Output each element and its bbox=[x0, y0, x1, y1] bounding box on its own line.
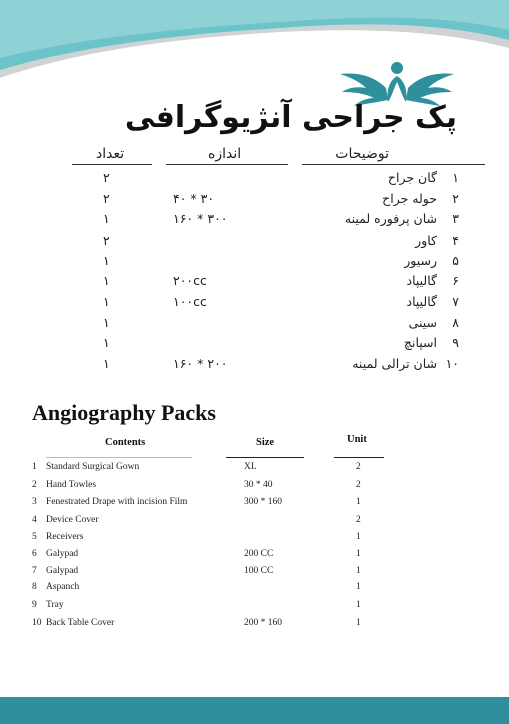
persian-header-count: تعداد bbox=[96, 146, 125, 162]
row-count: ۱ bbox=[103, 356, 110, 371]
row-description: Back Table Cover bbox=[46, 618, 115, 628]
persian-header-underline bbox=[166, 164, 288, 165]
row-number: ۹ bbox=[452, 335, 459, 350]
english-table-row bbox=[0, 462, 509, 479]
persian-table-row bbox=[0, 211, 509, 231]
row-count: ۱ bbox=[103, 335, 110, 350]
row-count: ۲ bbox=[103, 233, 110, 248]
row-size: 200 CC bbox=[244, 549, 274, 559]
row-description: کاور bbox=[415, 233, 437, 248]
row-unit: 1 bbox=[356, 582, 361, 592]
row-description: Fenestrated Drape with incision Film bbox=[46, 497, 188, 507]
persian-header-underline bbox=[72, 164, 152, 165]
persian-table-row bbox=[0, 191, 509, 211]
row-description: گالیپاد bbox=[406, 294, 437, 309]
english-header-contents: Contents bbox=[105, 437, 146, 448]
row-unit: 1 bbox=[356, 532, 361, 542]
row-size: ۱۰۰cc bbox=[173, 294, 207, 309]
persian-table-row bbox=[0, 356, 509, 376]
row-number: 6 bbox=[32, 549, 37, 559]
row-unit: 1 bbox=[356, 566, 361, 576]
english-table-row bbox=[0, 618, 509, 635]
row-count: ۲ bbox=[103, 170, 110, 185]
row-description: حوله جراح bbox=[382, 191, 437, 206]
row-description: Aspanch bbox=[46, 582, 80, 592]
row-description: Tray bbox=[46, 600, 64, 610]
row-description: اسپانچ bbox=[403, 335, 437, 350]
row-unit: 2 bbox=[356, 462, 361, 472]
persian-table-row bbox=[0, 273, 509, 293]
row-description: Hand Towles bbox=[46, 480, 97, 490]
row-number: 8 bbox=[32, 582, 37, 592]
row-number: ۱۰ bbox=[445, 356, 459, 371]
row-size: 200 * 160 bbox=[244, 618, 282, 628]
row-number: ۱ bbox=[452, 170, 459, 185]
row-description: گان جراح bbox=[387, 170, 437, 185]
row-count: ۲ bbox=[103, 191, 110, 206]
row-unit: 1 bbox=[356, 618, 361, 628]
row-size: 300 * 160 bbox=[244, 497, 282, 507]
persian-table-row bbox=[0, 170, 509, 190]
row-unit: 1 bbox=[356, 600, 361, 610]
row-description: Standard Surgical Gown bbox=[46, 462, 140, 472]
row-unit: 1 bbox=[356, 497, 361, 507]
row-number: ۵ bbox=[452, 253, 459, 268]
persian-table-row bbox=[0, 315, 509, 335]
row-size: ۳۰ * ۴۰ bbox=[173, 191, 215, 206]
english-header-underline bbox=[334, 457, 384, 458]
persian-table-row bbox=[0, 253, 509, 273]
row-description: Galypad bbox=[46, 549, 79, 559]
english-table-row bbox=[0, 566, 509, 583]
english-header-size: Size bbox=[256, 437, 275, 448]
row-size: ۲۰۰cc bbox=[173, 273, 207, 288]
row-number: ۷ bbox=[452, 294, 459, 309]
english-table-row bbox=[0, 532, 509, 549]
row-size: XL bbox=[244, 462, 257, 472]
row-number: ۲ bbox=[452, 191, 459, 206]
row-number: ۳ bbox=[452, 211, 459, 226]
row-description: گالیپاد bbox=[406, 273, 437, 288]
row-number: ۶ bbox=[452, 273, 459, 288]
row-count: ۱ bbox=[103, 273, 110, 288]
row-description: شان ترالی لمینه bbox=[352, 356, 437, 371]
english-header-unit: Unit bbox=[347, 434, 367, 445]
row-number: 3 bbox=[32, 497, 37, 507]
row-number: ۴ bbox=[452, 233, 459, 248]
persian-table-row bbox=[0, 233, 509, 253]
row-description: رسیور bbox=[404, 253, 437, 268]
row-number: 4 bbox=[32, 515, 37, 525]
row-description: سینی bbox=[408, 315, 437, 330]
english-table-row bbox=[0, 582, 509, 599]
row-description: Device Cover bbox=[46, 515, 99, 525]
footer-band bbox=[0, 697, 509, 724]
english-table-row bbox=[0, 549, 509, 566]
row-size: ۲۰۰ * ۱۶۰ bbox=[173, 356, 228, 371]
row-number: ۸ bbox=[452, 315, 459, 330]
persian-page-title: پک جراحی آنژیوگرافی bbox=[124, 100, 457, 135]
row-number: 1 bbox=[32, 462, 37, 472]
english-table-row bbox=[0, 515, 509, 532]
row-count: ۱ bbox=[103, 211, 110, 226]
row-count: ۱ bbox=[103, 294, 110, 309]
english-page-title: Angiography Packs bbox=[32, 400, 216, 425]
row-count: ۱ bbox=[103, 315, 110, 330]
row-size: 30 * 40 bbox=[244, 480, 273, 490]
row-number: 9 bbox=[32, 600, 37, 610]
row-number: 7 bbox=[32, 566, 37, 576]
english-table-row bbox=[0, 600, 509, 617]
row-size: ۳۰۰ * ۱۶۰ bbox=[173, 211, 228, 226]
row-number: 2 bbox=[32, 480, 37, 490]
row-count: ۱ bbox=[103, 253, 110, 268]
row-description: شان پرفوره لمینه bbox=[344, 211, 437, 226]
persian-table-row bbox=[0, 294, 509, 314]
persian-table-row bbox=[0, 335, 509, 355]
row-unit: 2 bbox=[356, 480, 361, 490]
persian-header-underline bbox=[302, 164, 485, 165]
persian-header-description: توضیحات bbox=[335, 146, 389, 162]
english-header-underline bbox=[46, 457, 192, 458]
row-unit: 2 bbox=[356, 515, 361, 525]
row-description: Galypad bbox=[46, 566, 79, 576]
row-number: 5 bbox=[32, 532, 37, 542]
english-table-row bbox=[0, 497, 509, 514]
persian-header-size: اندازه bbox=[208, 146, 242, 162]
row-number: 10 bbox=[32, 618, 42, 628]
english-table-row bbox=[0, 480, 509, 497]
row-size: 100 CC bbox=[244, 566, 274, 576]
row-description: Receivers bbox=[46, 532, 84, 542]
english-header-underline bbox=[226, 457, 304, 458]
row-unit: 1 bbox=[356, 549, 361, 559]
